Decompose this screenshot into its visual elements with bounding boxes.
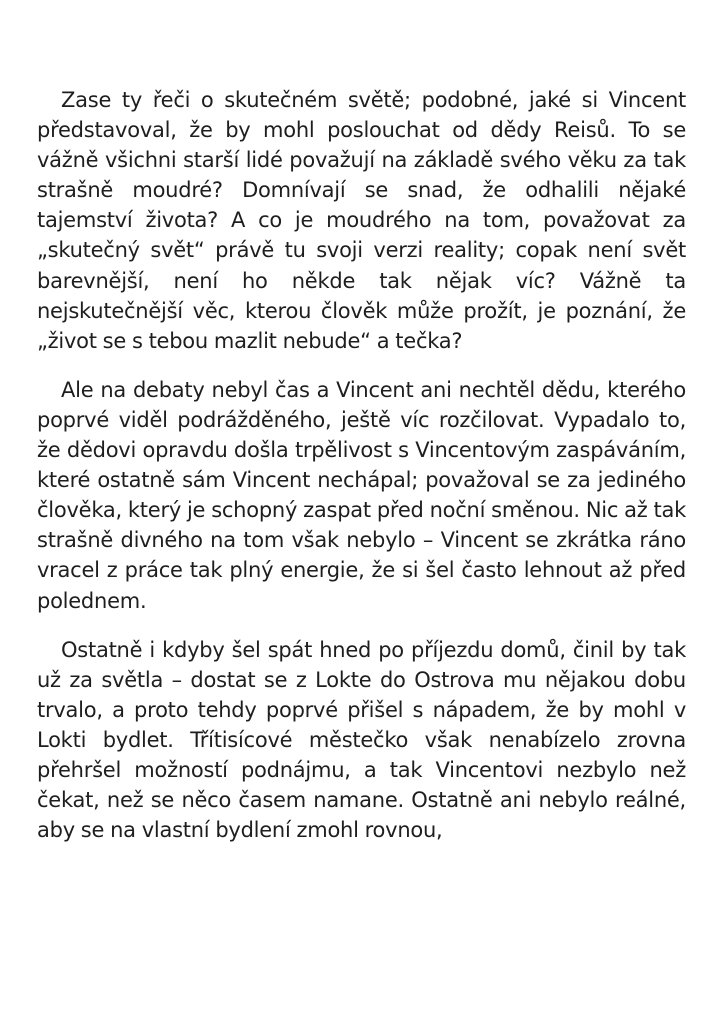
paragraph: Ale na debaty nebyl čas a Vincent ani nechtěl dědu, kterého poprvé viděl podrážděného, ještě víc rozčilovat. Vypadalo to, že dědovi opravdu došla trpělivost s Vincentovým zaspáváním, které ostatně sám Vincent nechápal; považoval se za jediného člověka, který je schopný zaspat před noční směnou. Nic až tak strašně divného na tom však nebylo – Vincent se zkrátka ráno vracel z práce tak plný energie, že si šel často lehnout až před polednem. <box>37 377 686 613</box>
book-page <box>37 85 686 845</box>
paragraph: Ostatně i kdyby šel spát hned po příjezdu domů, činil by tak už za světla – dostat se z Lokte do Ostrova mu nějakou dobu trvalo, a proto tehdy poprvé přišel s nápadem, že by mohl v Lokti bydlet. Třítisícové městečko však nenabízelo zrovna přehršel možností podnájmu, a tak Vincentovi nezbylo než čekat, než se něco časem namane. Ostatně ani nebylo reálné, aby se na vlastní bydlení zmohl rovnou, <box>37 637 686 843</box>
paragraph: Zase ty řeči o skutečném světě; podobné, jaké si Vincent představoval, že by mohl poslouchat od dědy Reisů. To se vážně všichni starší lidé považují na základě svého věku za tak strašně moudré? Domnívají se snad, že odhalili nějaké tajemství života? A co je moudrého na tom, považovat za „skutečný svět“ právě tu svoji verzi reality; copak není svět barevnější, není ho někde tak nějak víc? Vážně ta nejskutečnější věc, kterou člověk může prožít, je poznání, že „život se s tebou mazlit nebude“ a tečka? <box>37 88 686 353</box>
